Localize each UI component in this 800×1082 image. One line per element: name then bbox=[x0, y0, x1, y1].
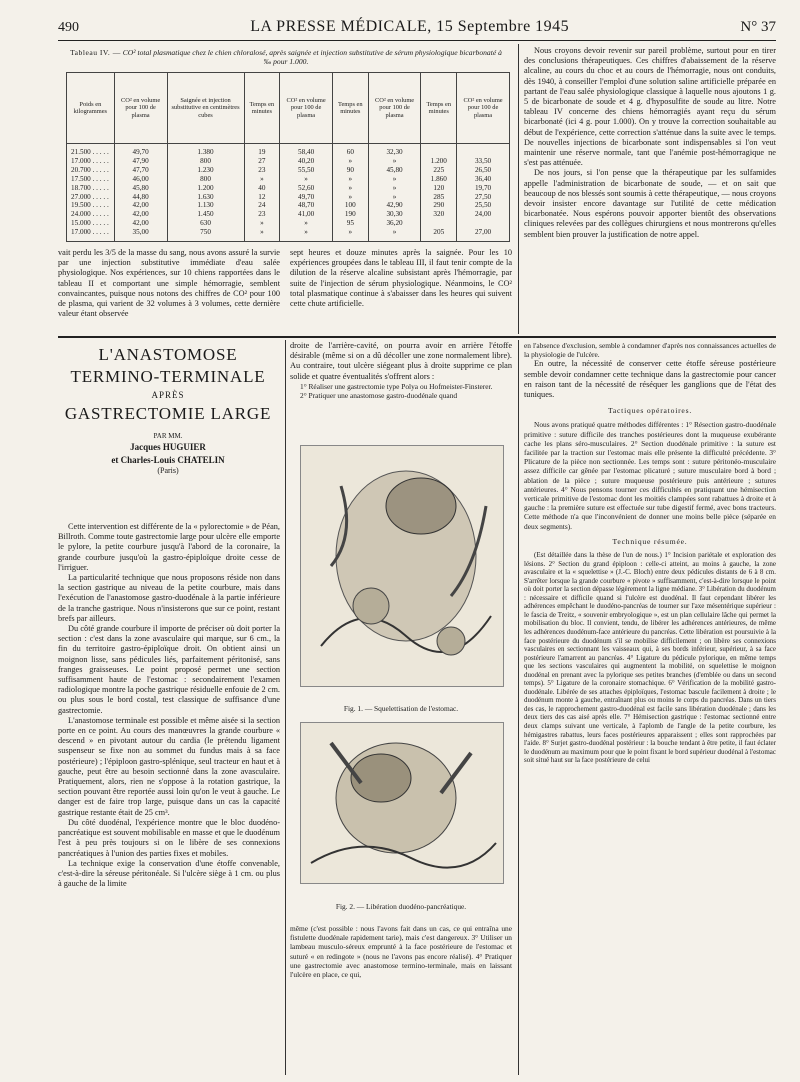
table-cell: 100 bbox=[332, 201, 368, 210]
table-header-4: CO² en volume pour 100 de plasma bbox=[280, 73, 333, 144]
article-column-2-bottom: même (c'est possible : nous l'avons fait dans un cas, ce qui entraîna une fistulette duodénale rapidement tarie), mais c'est dangereux. 3° Utiliser un lambeau musculo-séreux emprunté à la face postérieure de l'estomac et suturé « en redingote » (nous ne l'avons pas encore réalisé). 4° Pratiquer une gastrectomie avec anastomose termino-terminale, mais en laissant l'ulcère en place, ce qui, bbox=[290, 924, 512, 980]
section-heading-tactics: Tactiques opératoires. bbox=[607, 406, 693, 416]
figure-2-caption: Fig. 2. — Libération duodéno-pancréatique. bbox=[335, 902, 467, 911]
table-cell: 120 bbox=[421, 184, 457, 193]
table-row bbox=[67, 157, 510, 166]
table-header-2: Saignée et injection substitutive en centimètres cubes bbox=[167, 73, 244, 144]
table-cell: 52,60 bbox=[280, 184, 333, 193]
section-heading-technique: Technique résumée. bbox=[612, 536, 688, 546]
table-row bbox=[67, 144, 510, 157]
table-cell bbox=[421, 219, 457, 228]
table-cell: 20.700 . . . . . bbox=[67, 166, 115, 175]
page-number: 490 bbox=[58, 20, 79, 35]
table-row bbox=[67, 175, 510, 184]
table-cell: 1.450 bbox=[167, 210, 244, 219]
table-row bbox=[67, 201, 510, 210]
table-cell: 1.380 bbox=[167, 144, 244, 157]
article-column-2-top: droite de l'arrière-cavité, on pourra avoir en arrière l'étoffe désirable (même si on a dû décoller une zone normalement libre). Au contraire, tout ulcère siégeant plus à droite supprime ce plan solide et quatre éventualités s'offrent alors : 1° Réaliser une gastrectomie type Polya ou Hofmeister-Finsterer. 2° Pratiquer une anastomose gastro-duodénale quand bbox=[290, 341, 512, 401]
article-column-1 bbox=[58, 522, 280, 889]
journal-title: LA PRESSE MÉDICALE, 15 Septembre 1945 bbox=[250, 18, 570, 35]
table-cell: » bbox=[244, 219, 280, 228]
figure-1-illustration bbox=[300, 445, 504, 687]
article-title-block bbox=[58, 344, 278, 475]
article-paragraph: La particularité technique que nous proposons réside non dans la section gastrique au niveau de la petite courbure, mais dans l'exécution de l'anastomose gastro-duodénale à la partie inférieure de la tranche gastrique. Nous n'insisterons que sur ce point, restant brefs par ailleurs. bbox=[58, 573, 280, 623]
table-cell: 17.000 . . . . . bbox=[67, 157, 115, 166]
table-cell: 49,70 bbox=[114, 144, 167, 157]
table-cell: 750 bbox=[167, 228, 244, 241]
table-cell: 190 bbox=[332, 210, 368, 219]
table-cell: 35,00 bbox=[114, 228, 167, 241]
table-header-0: Poids en kilogrammes bbox=[67, 73, 115, 144]
table-cell: 23 bbox=[244, 166, 280, 175]
table-row bbox=[67, 166, 510, 175]
table-cell: 60 bbox=[332, 144, 368, 157]
table-cell: » bbox=[332, 193, 368, 202]
author-2: et Charles-Louis CHATELIN bbox=[111, 455, 225, 465]
table-cell: 32,30 bbox=[368, 144, 421, 157]
table-cell: 19,70 bbox=[457, 184, 510, 193]
table-cell: » bbox=[280, 219, 333, 228]
table-cell: » bbox=[368, 175, 421, 184]
table-cell: » bbox=[280, 175, 333, 184]
table-cell: 27,00 bbox=[457, 228, 510, 241]
table-cell: 40,20 bbox=[280, 157, 333, 166]
table-cell: 45,80 bbox=[114, 184, 167, 193]
table-cell: 24.000 . . . . . bbox=[67, 210, 115, 219]
table-cell: » bbox=[244, 175, 280, 184]
table-header-3: Temps en minutes bbox=[244, 73, 280, 144]
table-cell: 320 bbox=[421, 210, 457, 219]
table-cell: 225 bbox=[421, 166, 457, 175]
article-paragraph: Du côté duodénal, l'expérience montre que le bloc duodéno-pancréatique est souvent mobilisable en masse et que le duodénum l'est à peu près toujours si on le libère de ses connexions pancréatiques à l'union des parties fixes et mobiles. bbox=[58, 817, 280, 858]
article-paragraph: Cette intervention est différente de la « pylorectomie » de Péan, Billroth. Comme toute gastrectomie large pour ulcère elle emporte le pylore, la petite courbure jusqu'à l'abord de la coronaire, la grande courbure jusqu'où la gastro-épiploïque droite cesse de l'irriguer. bbox=[58, 522, 280, 572]
table-cell: » bbox=[368, 157, 421, 166]
table-cell: 15.000 . . . . . bbox=[67, 219, 115, 228]
table-cell: 205 bbox=[421, 228, 457, 241]
table-cell: 42,90 bbox=[368, 201, 421, 210]
table-cell: » bbox=[332, 157, 368, 166]
table-cell: 48,70 bbox=[280, 201, 333, 210]
table-header-5: Temps en minutes bbox=[332, 73, 368, 144]
issue-date: 15 Septembre 1945 bbox=[436, 18, 570, 35]
table-cell: 1.200 bbox=[167, 184, 244, 193]
table-cell: 58,40 bbox=[280, 144, 333, 157]
table-cell: 41,00 bbox=[280, 210, 333, 219]
figure-2-illustration bbox=[300, 722, 504, 884]
table-cell: 49,70 bbox=[280, 193, 333, 202]
table-cell: 1.630 bbox=[167, 193, 244, 202]
table-cell: 30,30 bbox=[368, 210, 421, 219]
table-cell: 42,00 bbox=[114, 219, 167, 228]
table-row bbox=[67, 228, 510, 241]
table-cell: » bbox=[280, 228, 333, 241]
table-cell: 26,50 bbox=[457, 166, 510, 175]
table-cell: 27,50 bbox=[457, 193, 510, 202]
table-row bbox=[67, 210, 510, 219]
table-cell: 800 bbox=[167, 157, 244, 166]
table-cell: 19 bbox=[244, 144, 280, 157]
table-cell bbox=[457, 219, 510, 228]
table-cell: » bbox=[244, 228, 280, 241]
byline-par: PAR MM. bbox=[153, 432, 183, 440]
table-cell: 1.860 bbox=[421, 175, 457, 184]
table-cell: 44,80 bbox=[114, 193, 167, 202]
table-header-1: CO² en volume pour 100 de plasma bbox=[114, 73, 167, 144]
table-cell: 18.700 . . . . . bbox=[67, 184, 115, 193]
table-cell: 90 bbox=[332, 166, 368, 175]
article-paragraph: La technique exige la conservation d'une étoffe convenable, c'est-à-dire la séreuse péritonéale. Si l'ulcère siège à 1 cm. ou plus à gauche de la limite bbox=[58, 858, 280, 889]
table-cell: 21.500 . . . . . bbox=[67, 144, 115, 157]
table-cell: 285 bbox=[421, 193, 457, 202]
table-cell: 25,50 bbox=[457, 201, 510, 210]
table-cell: 630 bbox=[167, 219, 244, 228]
table-cell: 47,90 bbox=[114, 157, 167, 166]
column-divider bbox=[518, 44, 519, 334]
column-divider-2 bbox=[285, 340, 286, 1075]
table-cell: 36,40 bbox=[457, 175, 510, 184]
table-cell: » bbox=[332, 228, 368, 241]
table-cell: 1.130 bbox=[167, 201, 244, 210]
section-rule bbox=[58, 336, 776, 338]
title-after: APRÈS bbox=[151, 390, 185, 400]
column-divider-3 bbox=[518, 340, 519, 1075]
table-cell bbox=[457, 144, 510, 157]
table-cell: » bbox=[332, 184, 368, 193]
table-cell: 800 bbox=[167, 175, 244, 184]
table-cell: 290 bbox=[421, 201, 457, 210]
table-row bbox=[67, 193, 510, 202]
table-cell: 19.500 . . . . . bbox=[67, 201, 115, 210]
table-caption: Tableau IV. — CO² total plasmatique chez le chien chloralosé, après saignée et injection substitutive de sérum physiologique bicarbonaté à ‰ pour 1.000. bbox=[70, 48, 502, 66]
top-left-paragraph: vait perdu les 3/5 de la masse du sang, nous avons assuré la survie par une injection substitutive immédiate d'eau salée physiologique. Nos expériences, sur 10 chiens rapportées dans le tableau II et comportant une simple hémorragie, semblent convaincantes, puisque nous notons des chiffres de CO² pour 100 de plasma, qui varient de 32 volumes à 3 volumes, cette dernière valeur étant observée bbox=[58, 248, 280, 319]
title-line-3: GASTRECTOMIE LARGE bbox=[64, 404, 272, 423]
title-line-1: L'ANASTOMOSE bbox=[98, 345, 238, 364]
table-cell: 23 bbox=[244, 210, 280, 219]
table-cell: 55,50 bbox=[280, 166, 333, 175]
table-header-8: CO² en volume pour 100 de plasma bbox=[457, 73, 510, 144]
article-paragraph: L'anastomose terminale est possible et même aisée si la section porte en ce point. Au cours des manœuvres la grande courbure « descend » en pivotant autour du cardia (le prétendu ligament suspenseur se fixe non au sommet du fundus mais à sa face postérieure) ; l'épiploon gastro-splénique, seul tracteur en haut et à gauche, peut être au besoin sectionné dans la zone avasculaire. Pratiquement, alors, rien ne s'oppose à la rotation gastrique, la section pouvant être reportée aussi loin qu'on le veut à gauche. Le danger est de faire trop large, puisque dans un cas la capacité gastrique restante était de 25 cm³. bbox=[58, 715, 280, 817]
page-header bbox=[58, 14, 776, 36]
table-row bbox=[67, 184, 510, 193]
author-city: (Paris) bbox=[157, 466, 179, 475]
table-cell: » bbox=[368, 193, 421, 202]
title-line-2: TERMINO-TERMINALE bbox=[70, 367, 266, 386]
table-cell bbox=[421, 144, 457, 157]
table-cell: 24,00 bbox=[457, 210, 510, 219]
table-cell: 47,70 bbox=[114, 166, 167, 175]
table-cell: 42,00 bbox=[114, 210, 167, 219]
issue-number: N° 37 bbox=[740, 19, 776, 35]
table-cell: 1.230 bbox=[167, 166, 244, 175]
author-1: Jacques HUGUIER bbox=[130, 442, 206, 452]
table-cell: 45,80 bbox=[368, 166, 421, 175]
top-middle-paragraph: sept heures et douze minutes après la saignée. Pour les 10 expériences groupées dans le tableau III, il faut tenir compte de la dilution de la réserve alcaline subsistant après l'hémorragie, par suite de l'injection de sérum physiologique. Néanmoins, le CO² total plasmatique continue à s'abaisser dans les heures qui suivent cette chute artificielle. bbox=[290, 248, 512, 309]
table-row bbox=[67, 219, 510, 228]
table-cell: 95 bbox=[332, 219, 368, 228]
table-cell: 24 bbox=[244, 201, 280, 210]
table-cell: 1.200 bbox=[421, 157, 457, 166]
table-cell: 42,00 bbox=[114, 201, 167, 210]
table-cell: 12 bbox=[244, 193, 280, 202]
article-column-3: en l'absence d'exclusion, semble à condamner d'après nos connaissances actuelles de la physiologie de l'ulcère. En outre, la nécessité de conserver cette étoffe séreuse postérieure semble devoir condamner cette technique dans la gastrectomie pour cancer en raison tant de la nécessité de réséquer les ganglions que de l'état des tuniques. Tactiques opératoires. Nous avons pratiqué quatre méthodes différentes : 1° Résection gastro-duodénale primitive : suture difficile des tranches postérieures dont la muqueuse exubérante cache les plans séro-musculaires. 2° Section duodénale primitive : la suture est facilitée par la traction sur l'estomac mais elle présente la difficulté précédente. 3° Plicature de la pièce non sectionnée. Les temps sont : suture péritonéo-musculaire assez difficile car gênée par l'estomac plicaturé ; suture musculaire bord à bord ; ablation de la pièce ; suture muqueuse postérieure puis antérieure ; sutures antérieures. 4° Nous pensons tourner ces difficultés en pratiquant une hémisection verticale primitive de l'estomac dont les moitiés clampées sont rabattues à droite et à gauche : la première suture est effectuée sur tube digestif fermé, avec bons tracteurs. Cette méthode n'a que l'inconvénient de donner une moins belle pièce (séparée en deux segments). Technique résumée. (Est détaillée dans la thèse de l'un de nous.) 1° Incision pariétale et exploration des lésions. 2° Section du grand épiploon : celle-ci atteint, au moins à gauche, la zone avasculaire et la « squelettise » (J.-C. Bloch) entre deux pédicules distants de 6 à 8 cm. S'arrêter lorsque la grande courbure « pivote » suffisamment, c'est-à-dire lorsque le point où doit porter la section dépasse légèrement la ligne médiane. 3° Libération du duodénum : nécessaire et difficile quand si l'ulcère est duodénal. Il faut cependant libérer les adhérences empêchant le duodéno-pancréas de tourner sur l'axe mésentérique supérieur : le fascia de Treitz, « souvenir embryologique », est un plan cellulaire lâche qui permet la mobilisation du bloc. Il convient, tendu, de libérer les adhérences antérieures, de même les adhérences duodénum-face antérieure du pancréas. Cette libération est poursuivie à la face postérieure du duodénum s'il se mobilise difficilement ; on libère ses connexions vasculaires en sectionnant les vaisseaux qui, à ses bords inférieur, supérieur, à sa face postérieure l'amarrent au pancréas. 4° Ligature du pédicule pylorique, en même temps que les sections vasculaires qui augmentent la mobilité, on squelettise le moignon duodénal en prenant avec la pylorique ses petites branches (d'emblée ou dans un second temps). 5° Ligature de la coronaire stomachique. 6° Vérification de la mobilité gastro-duodénale. Libérée de ses attaches épiploïques, l'estomac bascule facilement à droite ; le duodénum monte à gauche, entraînant plus ou moins le corps du pancréas. Dans un tiers des cas, le rapprochement gastro-duodénal est facile sans libération duodénale ; dans les deux tiers des cas aisé après elle. 7° Hémisection gastrique : l'estomac sectionné entre deux clamps suivant une verticale, à l'aplomb de l'angle de la petite courbure, les hémigastres rabattus, leurs faces postérieures apparaissent ; elles sont rapprochées par l'aide. 8° Surjet gastro-duodénal postérieur : la bouche tendant à être petite, il faut éclater le duodénum au maximum pour que le point fixant le bord supérieur duodénal à l'estomac soit situé haut sur la face postérieure de celui bbox=[524, 341, 776, 765]
table-header-6: CO² en volume pour 100 de plasma bbox=[368, 73, 421, 144]
table-cell: 33,50 bbox=[457, 157, 510, 166]
article-paragraph: Du côté grande courbure il importe de préciser où doit porter la section : c'est dans la zone avasculaire qui marque, sur 6 cm., la fin du territoire gastro-épiploïque droit. On obtient ainsi un moignon lisse, sans pédicules liés, parfaitement péritonisé, sans franges graisseuses. Le point proposé permet une section suffisamment haute de l'estomac : secondairement l'examen radiologique montre la poche gastrique résiduelle enfouie de 2 cm. ou plus sous le bord costal, test classique de suffisance d'une gastrectomie. bbox=[58, 624, 280, 715]
table-cell: » bbox=[332, 175, 368, 184]
table-cell: 27 bbox=[244, 157, 280, 166]
top-right-column: Nous croyons devoir revenir sur pareil problème, surtout pour en tirer des conclusions thérapeutiques. Ces chiffres d'abaissement de la réserve alcaline, au cours du choc et au cours de l'hémorragie, nous ont conduits, dès 1940, à conseiller l'emploi d'une solution saline artificielle préparée en partant de l'eau salée physiologique classique à laquelle nous ajoutons 1 g. 5 de bicarbonate de soude et 4 g. d'hyposulfite de soude au litre. Notre tableau IV concerne des chiens hémorragiés ayant reçu du sérum bicarbonaté (ici 4 g. pour 1.000). On y trouve la correction souhaitable au début de l'expérience, cette correction s'atténue dans la suite avec le temps. De nouvelles injections de bicarbonate sont indispensables si l'on veut maintenir une réserve normale, tant que l'anémie post-hémorragique ne s'est pas atténuée. De nos jours, si l'on pense que la thérapeutique par les sulfamides appelle l'administration de bicarbonate de soude, — et on sait que beaucoup de nos blessés sont soumis à cette thérapeutique, — nous croyons devoir insister encore davantage sur l'utilité de cette médication bicarbonatée. Nous espérons pouvoir apporter bientôt des observations cliniques relevées par des collègues chirurgiens et nous montrerons qu'elles semblent bien prouver la justification de notre appel. bbox=[524, 46, 776, 239]
co2-table bbox=[66, 72, 510, 242]
table-cell: 40 bbox=[244, 184, 280, 193]
figure-1-caption: Fig. 1. — Squelettisation de l'estomac. bbox=[343, 704, 459, 713]
table-cell: 27.000 . . . . . bbox=[67, 193, 115, 202]
table-cell: 46,00 bbox=[114, 175, 167, 184]
table-header-7: Temps en minutes bbox=[421, 73, 457, 144]
table-cell: 36,20 bbox=[368, 219, 421, 228]
table-cell: » bbox=[368, 228, 421, 241]
table-cell: » bbox=[368, 184, 421, 193]
header-rule bbox=[58, 40, 776, 41]
table-cell: 17.000 . . . . . bbox=[67, 228, 115, 241]
table-cell: 17.500 . . . . . bbox=[67, 175, 115, 184]
